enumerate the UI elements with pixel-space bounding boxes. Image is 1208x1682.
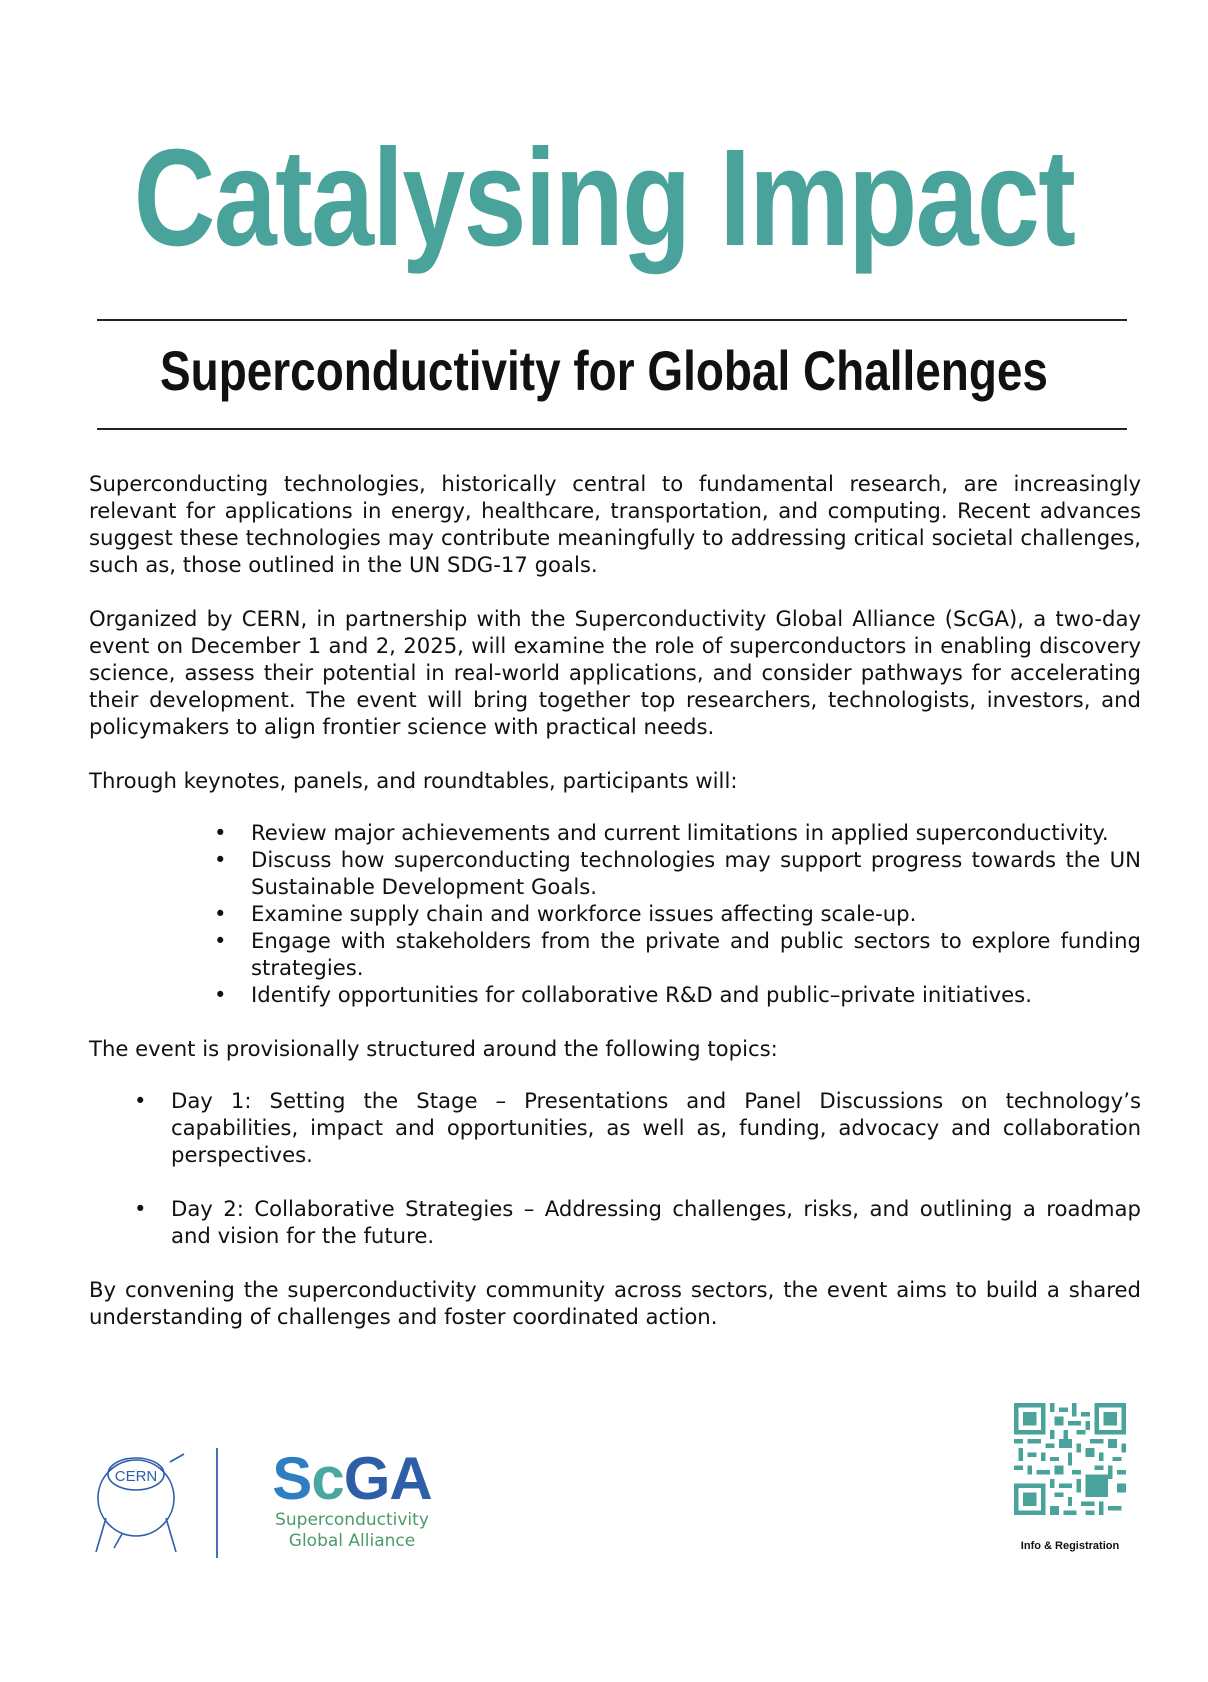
topics-intro: The event is provisionally structured around the following topics: (89, 1036, 778, 1061)
scga-logo (252, 1445, 452, 1552)
list-item: • Discuss how superconducting technologies may support progress towards the UN Sustainable Development Goals. (251, 846, 1141, 900)
logo-divider (216, 1448, 218, 1558)
list-item: • Review major achievements and current limitations in applied superconductivity. (251, 819, 1141, 846)
topics-list (89, 1087, 1141, 1249)
cern-logo (92, 1448, 192, 1558)
bottom-rule (97, 428, 1127, 430)
intro-paragraph: Superconducting technologies, historically central to fundamental research, are increasingly relevant for applications in energy, healthcare, transportation, and computing. Recent advances suggest these technologies may contribute meaningfully to addressing critical societal challenges, such as, those outlined in the UN SDG-17 goals. (89, 471, 1141, 577)
scga-tagline-1: Superconductivity (275, 1510, 429, 1530)
page-subtitle: Superconductivity for Global Challenges (160, 339, 1048, 402)
event-paragraph: Organized by CERN, in partnership with the Superconductivity Global Alliance (ScGA), a two-day event on December 1 and 2, 2025, will examine the role of superconductors in enabling discovery science, assess their potential in real-world applications, and consider pathways for accelerating their development. The event will bring together top researchers, technologists, investors, and policymakers to align frontier science with practical needs. (89, 606, 1141, 739)
qr-caption: Info & Registration (1020, 1540, 1120, 1552)
list-item: • Examine supply chain and workforce issues affecting scale-up. (251, 900, 1141, 927)
body-text (89, 470, 1141, 1357)
list-item: • Identify opportunities for collaborative R&D and public–private initiatives. (251, 981, 1141, 1008)
qr-code-icon[interactable] (1014, 1403, 1126, 1515)
scga-letter-s: S (272, 1445, 312, 1512)
goals-intro: Through keynotes, panels, and roundtables, participants will: (89, 768, 738, 793)
scga-letters-ga: GA (343, 1445, 432, 1512)
scga-letter-c: c (311, 1445, 344, 1512)
scga-tagline-2: Global Alliance (288, 1531, 416, 1551)
list-item: • Day 1: Setting the Stage – Presentations and Panel Discussions on technology’s capabilities, impact and opportunities, as well as, funding, advocacy and collaboration perspectives. (171, 1087, 1141, 1168)
page-title: Catalysing Impact (133, 121, 1075, 275)
closing-paragraph: By convening the superconductivity community across sectors, the event aims to build a shared understanding of challenges and foster coordinated action. (89, 1277, 1141, 1329)
cern-logo-text: CERN (114, 1468, 158, 1485)
list-item: • Engage with stakeholders from the private and public sectors to explore funding strategies. (251, 927, 1141, 981)
list-item: • Day 2: Collaborative Strategies – Addressing challenges, risks, and outlining a roadmap and vision for the future. (171, 1195, 1141, 1249)
top-rule (97, 319, 1127, 321)
goals-list (89, 819, 1141, 1008)
partner-logos (92, 1445, 452, 1568)
